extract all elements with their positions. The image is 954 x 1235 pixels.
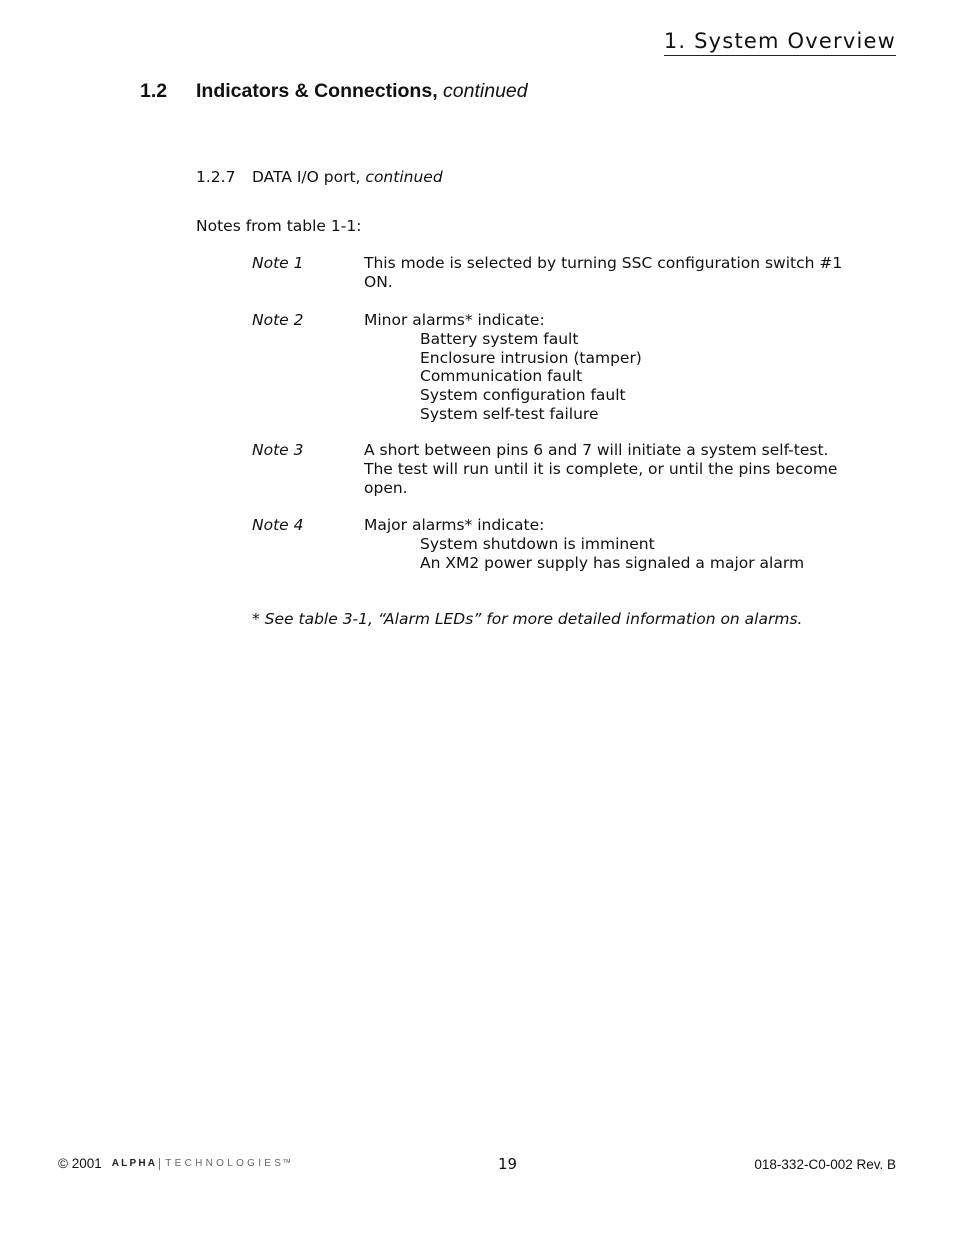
subsection-title-wrap [252,167,443,187]
subsection-heading [196,167,443,187]
list-item: System self-test failure [420,404,599,423]
section-continued: continued [443,80,528,102]
alarm-list [364,330,849,424]
subsection-title: DATA I/O port, [252,168,361,186]
subsection-continued: continued [365,168,443,186]
note-text: This mode is selected by turning SSC configuration switch #1 ON. [364,254,843,291]
section-title: Indicators & Connections, [196,80,438,102]
note-body [364,441,849,497]
list-item: An XM2 power supply has signaled a major alarm [420,553,805,572]
list-item: Enclosure intrusion (tamper) [420,348,642,367]
list-item: System shutdown is imminent [420,534,655,553]
logo-trademark: TM [283,1158,291,1165]
note-body [364,254,849,292]
document-number: 018-332-C0-002 Rev. B [754,1157,896,1172]
note-text: Major alarms* indicate: [364,516,545,534]
section-heading [140,79,528,103]
section-title-wrap [196,79,528,103]
logo-alpha-text: ALPHA [111,1157,158,1169]
note-label: Note 4 [252,516,304,534]
note-text: A short between pins 6 and 7 will initiate a system self-test. The test will run until it is complete, or until the pins become open. [364,441,838,497]
note-body [364,516,849,572]
page-number: 19 [498,1155,518,1173]
footnote: * See table 3-1, “Alarm LEDs” for more detailed information on alarms. [252,610,803,628]
note-label: Note 2 [252,311,304,329]
note-text: Minor alarms* indicate: [364,311,545,329]
note-body [364,311,849,424]
chapter-title: 1. System Overview [664,28,896,56]
footer-left [58,1156,290,1171]
list-item: System configuration fault [420,386,626,405]
notes-intro: Notes from table 1-1: [196,217,362,235]
note-label: Note 3 [252,441,304,459]
logo-technologies-text: TECHNOLOGIES [165,1157,285,1169]
copyright: © 2001 [58,1156,102,1171]
section-number: 1.2 [140,80,168,102]
list-item: Battery system fault [420,329,579,348]
alarm-list [364,535,849,573]
list-item: Communication fault [420,367,583,386]
note-label: Note 1 [252,254,304,272]
logo-divider [159,1158,160,1170]
alpha-technologies-logo [112,1158,291,1170]
subsection-number: 1.2.7 [196,168,236,186]
